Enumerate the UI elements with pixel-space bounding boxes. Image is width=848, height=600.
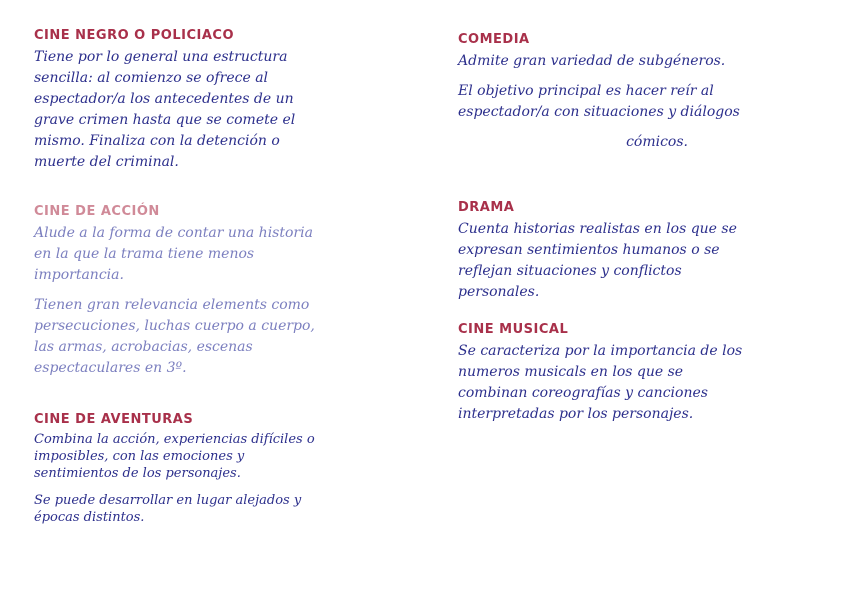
section-paragraph: Se puede desarrollar en lugar alejados y épocas distintos. bbox=[34, 493, 302, 525]
section-paragraph: Alude a la forma de contar una historia en la que la trama tiene menos importancia. bbox=[34, 225, 313, 283]
section-paragraph: Se caracteriza por la importancia de los numeros musicals en los que se combinan coreografías y canciones interpretadas por los personajes. bbox=[458, 343, 743, 422]
section-paragraph: Cuenta historias realistas en los que se expresan sentimientos humanos o se reflejan situaciones y conflictos personales. bbox=[458, 221, 737, 300]
section-paragraph: Tienen gran relevancia elements como persecuciones, luchas cuerpo a cuerpo, las armas, acrobacias, escenas espectaculares en 3º. bbox=[34, 297, 315, 376]
section-cine-aventuras bbox=[34, 412, 324, 526]
section-heading: CINE DE ACCIÓN bbox=[34, 204, 160, 219]
section-heading: CINE NEGRO O POLICIACO bbox=[34, 28, 234, 43]
section-paragraph: Combina la acción, experiencias difíciles o imposibles, con las emociones y sentimientos de los personajes. bbox=[34, 432, 315, 481]
section-comedia bbox=[458, 32, 748, 153]
section-cine-musical bbox=[458, 322, 748, 425]
section-paragraph: Admite gran variedad de subgéneros. bbox=[458, 53, 726, 69]
section-paragraph-end: cómicos. bbox=[626, 134, 688, 150]
section-heading: CINE DE AVENTURAS bbox=[34, 412, 194, 427]
section-heading: DRAMA bbox=[458, 200, 515, 215]
section-paragraph: Tiene por lo general una estructura sencilla: al comienzo se ofrece al espectador/a los antecedentes de un grave crimen hasta que se comete el mismo. Finaliza con la detención o muerte del criminal. bbox=[34, 49, 296, 170]
section-heading: CINE MUSICAL bbox=[458, 322, 569, 337]
section-drama bbox=[458, 200, 748, 303]
section-cine-accion bbox=[34, 204, 324, 379]
section-paragraph: El objetivo principal es hacer reír al espectador/a con situaciones y diálogos bbox=[458, 83, 740, 120]
section-heading: COMEDIA bbox=[458, 32, 530, 47]
section-cine-negro bbox=[34, 28, 324, 173]
